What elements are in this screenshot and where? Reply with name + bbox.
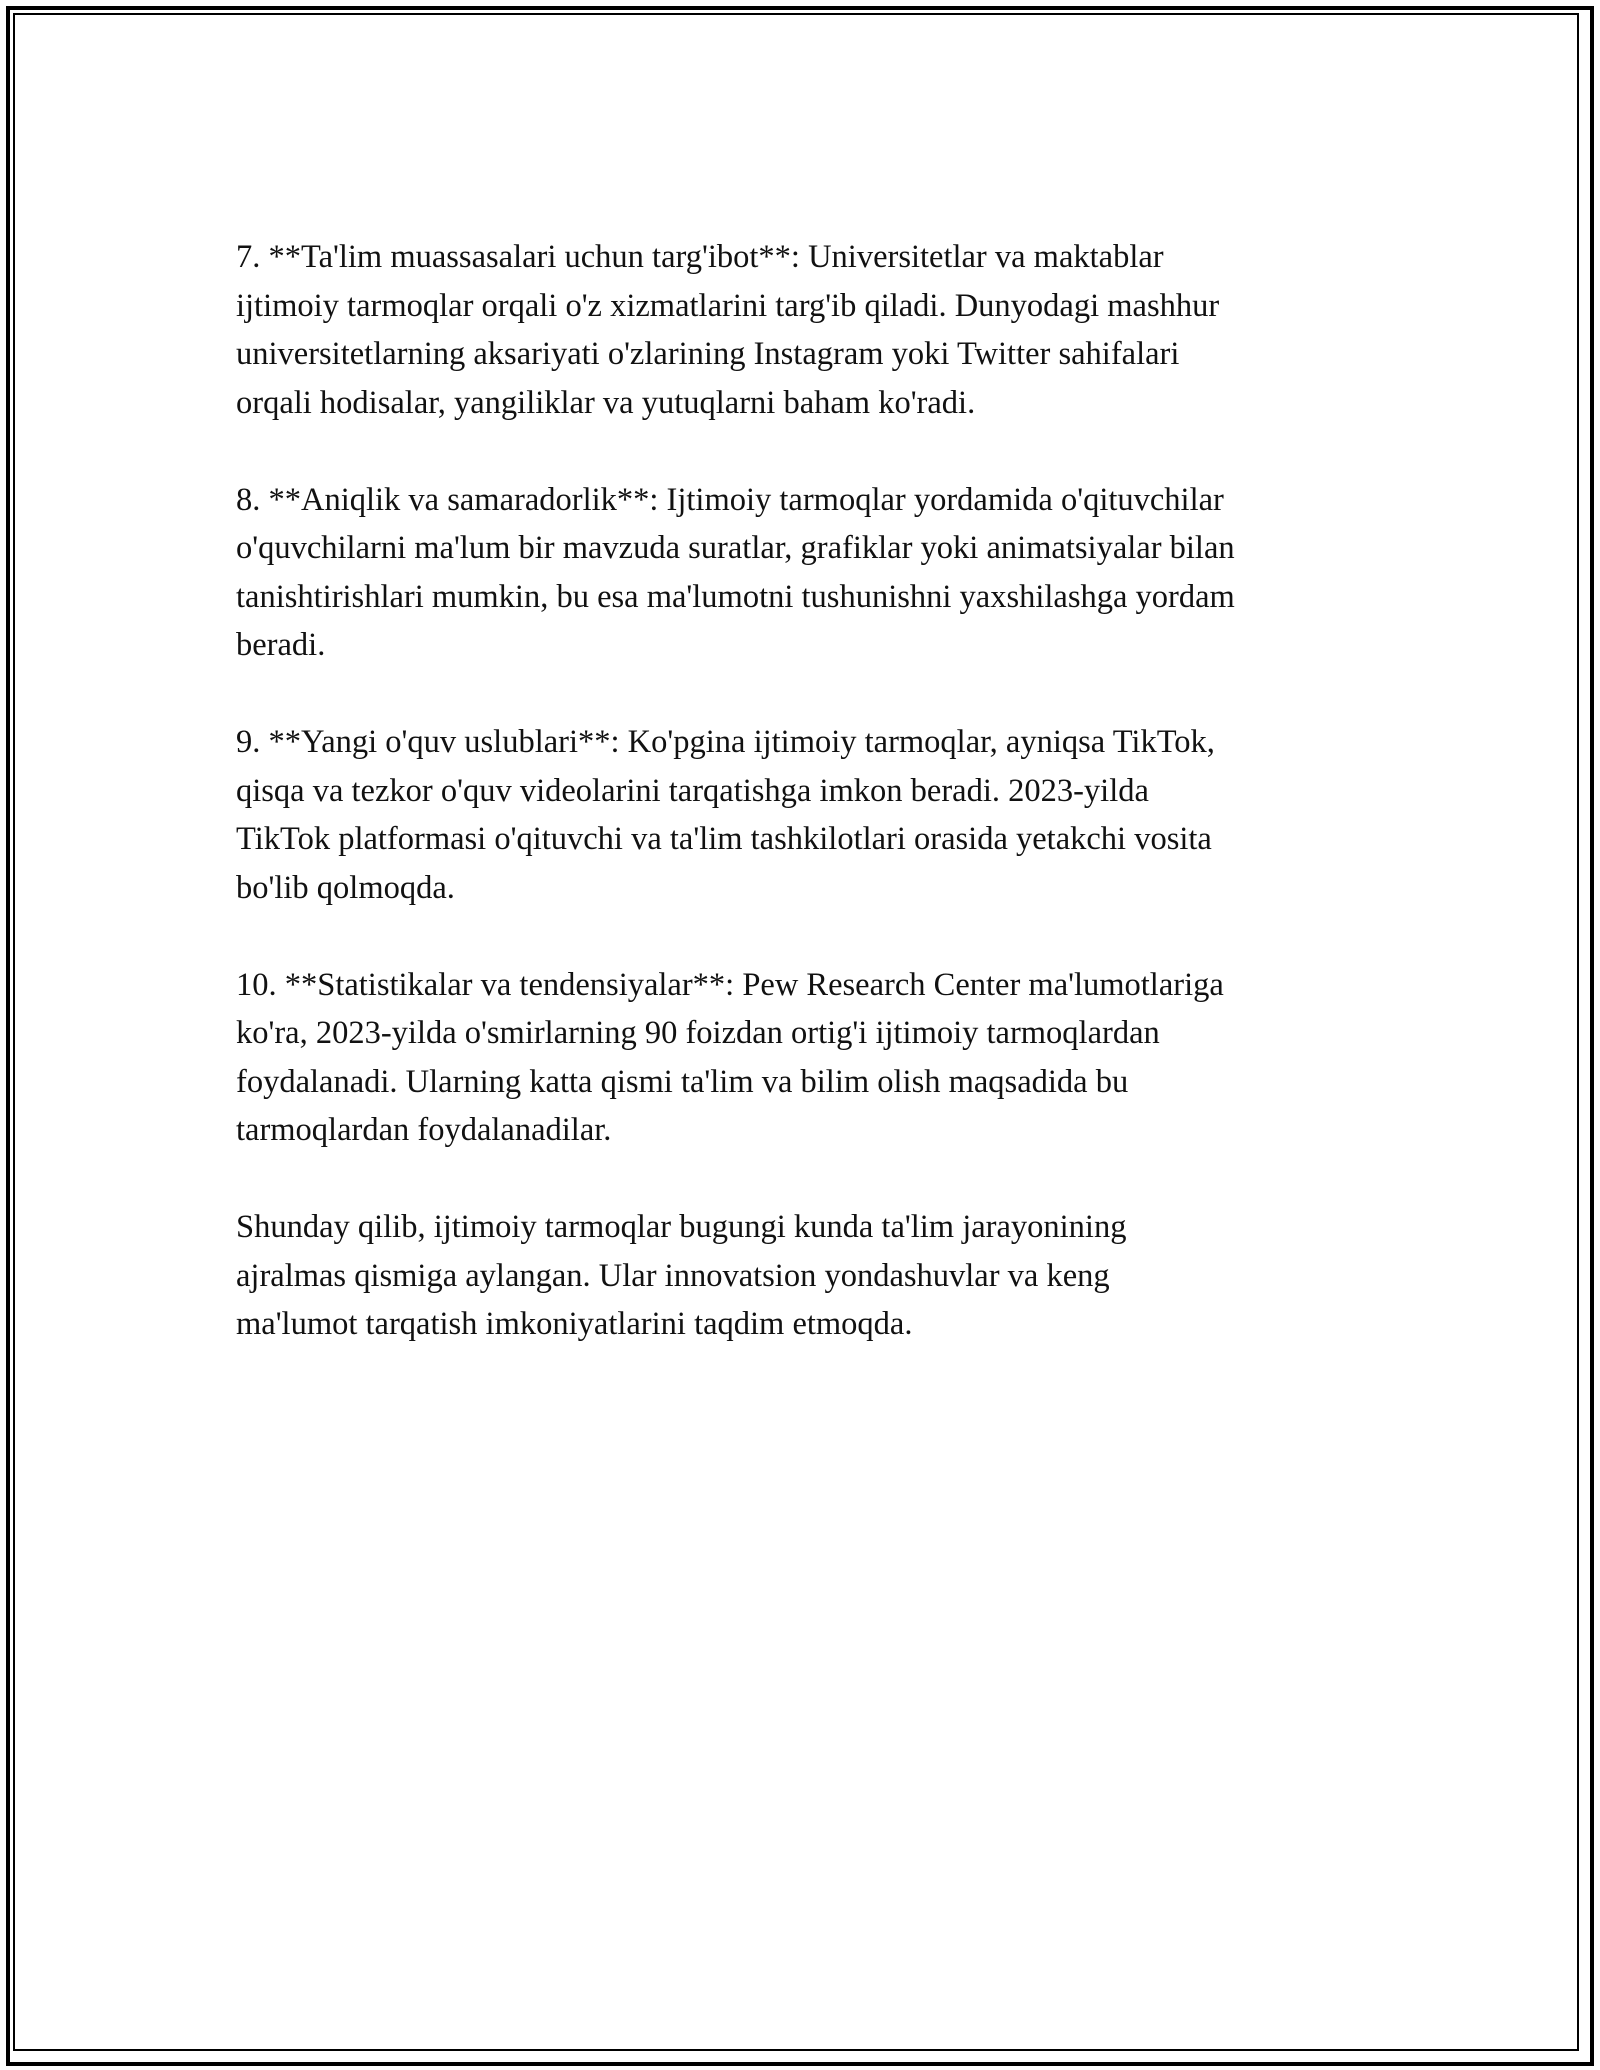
paragraph-conclusion: Shunday qilib, ijtimoiy tarmoqlar bugungi kunda ta'lim jarayonining ajralmas qismiga aylangan. Ular innovatsion yondashuvlar va keng ma'lumot tarqatish imkoniyatlarini taqdim etmoqda.: [236, 1209, 1127, 1342]
paragraph-item-10: 10. **Statistikalar va tendensiyalar**: Pew Research Center ma'lumotlariga ko'ra, 2023-yilda o'smirlarning 90 foizdan ortig'i ijtimoiy tarmoqlardan foydalanadi. Ularning katta qismi ta'lim va bilim olish maqsadida bu tarmoqlardan foydalanadilar.: [236, 966, 1224, 1148]
paragraph-item-7: 7. **Ta'lim muassasalari uchun targ'ibot**: Universitetlar va maktablar ijtimoiy tarmoqlar orqali o'z xizmatlarini targ'ib qiladi. Dunyodagi mashhur universitetlarning aksariyati o'zlarining Instagram yoki Twitter sahifalari orqali hodisalar, yangiliklar va yutuqlarni baham ko'radi.: [236, 239, 1220, 421]
paragraph-item-9: 9. **Yangi o'quv uslublari**: Ko'pgina ijtimoiy tarmoqlar, ayniqsa TikTok, qisqa va tezkor o'quv videolarini tarqatishga imkon beradi. 2023-yilda TikTok platformasi o'qituvchi va ta'lim tashkilotlari orasida yetakchi vosita bo'lib qolmoqda.: [236, 724, 1215, 906]
paragraph-item-8: 8. **Aniqlik va samaradorlik**: Ijtimoiy tarmoqlar yordamida o'qituvchilar o'quvchilarni ma'lum bir mavzuda suratlar, grafiklar yoki animatsiyalar bilan tanishtirishlari mumkin, bu esa ma'lumotni tushunishni yaxshilashga yordam beradi.: [236, 481, 1235, 663]
document-body: [236, 233, 1386, 1397]
